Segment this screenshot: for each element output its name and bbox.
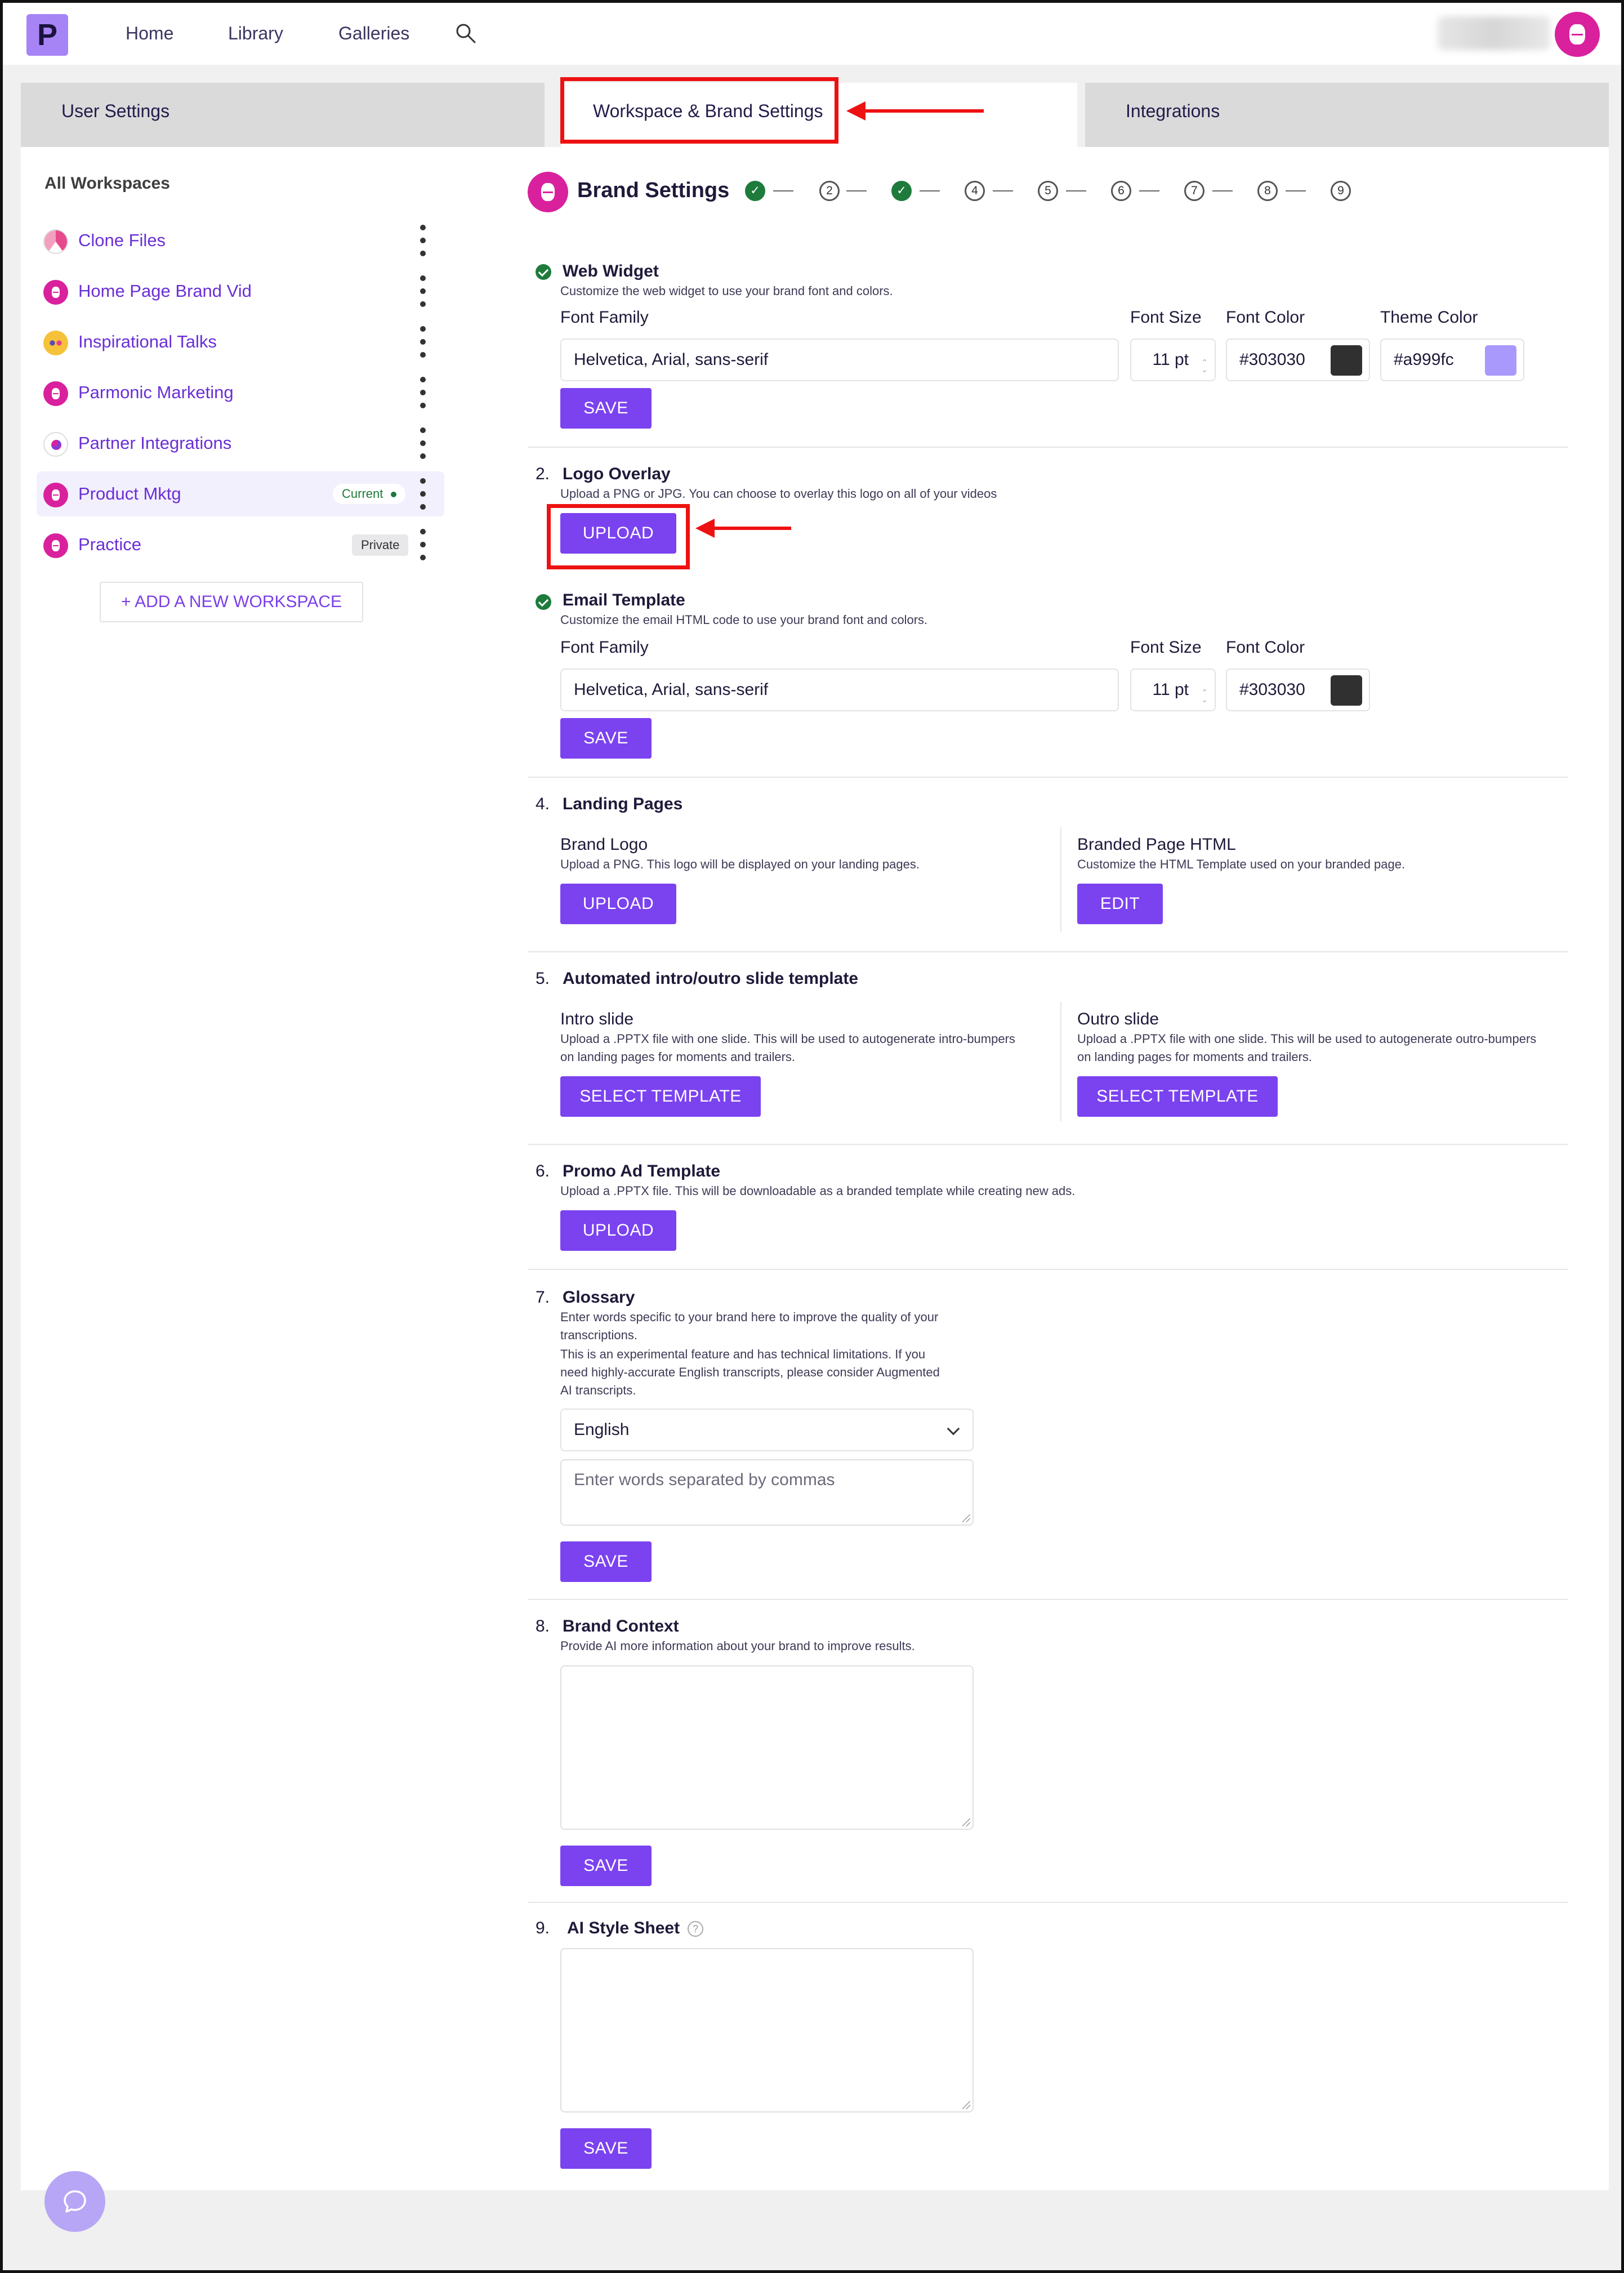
email-font-size-stepper[interactable]: 11 pt ⌃ ⌄ xyxy=(1130,668,1216,711)
annotation-arrow xyxy=(863,109,984,113)
section-divider xyxy=(528,951,1568,952)
ai-style-sheet-title: AI Style Sheet xyxy=(567,1919,680,1937)
logo-overlay-desc: Upload a PNG or JPG. You can choose to overlay this logo on all of your videos xyxy=(560,487,997,501)
section-number: 6. xyxy=(536,1162,550,1180)
glossary-title: Glossary xyxy=(563,1288,635,1307)
promo-ad-desc: Upload a .PPTX file. This will be downloadable as a branded template while creating new ads. xyxy=(560,1184,1076,1198)
more-options-icon[interactable] xyxy=(420,427,426,459)
workspace-label: Parmonic Marketing xyxy=(78,382,234,402)
logo-overlay-upload-button[interactable]: UPLOAD xyxy=(560,513,676,554)
step-connector xyxy=(846,190,867,191)
intro-slide-label: Intro slide xyxy=(560,1010,634,1028)
section-number: 2. xyxy=(536,465,550,483)
brand-avatar xyxy=(528,172,568,212)
current-badge: Current xyxy=(333,484,405,504)
workspace-label: Practice xyxy=(78,534,141,554)
step-connector xyxy=(993,190,1013,191)
intro-slide-desc: on landing pages for moments and trailers. xyxy=(560,1050,796,1064)
workspace-label: Product Mktg xyxy=(78,484,181,503)
user-name-blurred xyxy=(1438,16,1550,50)
promo-ad-upload-button[interactable]: UPLOAD xyxy=(560,1210,676,1251)
step-indicator[interactable]: 2 xyxy=(819,181,840,201)
step-indicator[interactable]: 7 xyxy=(1184,181,1204,201)
workspace-item[interactable] xyxy=(37,218,444,263)
step-connector xyxy=(1286,190,1306,191)
outro-slide-label: Outro slide xyxy=(1077,1010,1159,1028)
email-template-desc: Customize the email HTML code to use your brand font and colors. xyxy=(560,613,928,627)
ai-style-sheet-textarea[interactable] xyxy=(560,1948,974,2112)
brand-context-textarea[interactable] xyxy=(560,1665,974,1830)
logo-overlay-title: Logo Overlay xyxy=(563,465,671,483)
font-family-label: Font Family xyxy=(560,638,649,657)
web-widget-title: Web Widget xyxy=(563,262,659,280)
nav-galleries[interactable]: Galleries xyxy=(338,23,410,43)
stepper-arrows-icon[interactable]: ⌃ ⌄ xyxy=(1201,688,1208,704)
email-template-save-button[interactable]: SAVE xyxy=(560,718,652,759)
workspace-avatar xyxy=(43,331,68,355)
check-icon xyxy=(536,264,551,280)
stepper-arrows-icon[interactable]: ⌃ ⌄ xyxy=(1201,358,1208,374)
web-widget-desc: Customize the web widget to use your brand font and colors. xyxy=(560,284,893,298)
glossary-desc: This is an experimental feature and has technical limitations. If you xyxy=(560,1347,926,1361)
column-divider xyxy=(1060,827,1061,932)
step-connector xyxy=(920,190,940,191)
promo-ad-title: Promo Ad Template xyxy=(563,1162,721,1180)
check-icon xyxy=(536,594,551,610)
section-divider xyxy=(528,1144,1568,1145)
step-indicator[interactable]: 4 xyxy=(965,181,985,201)
section-divider xyxy=(528,777,1568,778)
glossary-desc: Enter words specific to your brand here to improve the quality of your xyxy=(560,1310,939,1324)
step-connector xyxy=(1066,190,1086,191)
section-divider xyxy=(528,447,1568,448)
brand-logo-label: Brand Logo xyxy=(560,835,648,854)
workspace-avatar xyxy=(43,483,68,507)
branded-page-html-desc: Customize the HTML Template used on your branded page. xyxy=(1077,857,1406,871)
outro-slide-desc: on landing pages for moments and trailers. xyxy=(1077,1050,1313,1064)
section-divider xyxy=(528,1902,1568,1903)
more-options-icon[interactable] xyxy=(420,326,426,358)
step-1-complete-icon[interactable]: ✓ xyxy=(745,181,765,201)
section-number: 4. xyxy=(536,795,550,813)
search-icon[interactable] xyxy=(454,22,477,44)
email-font-color-input[interactable]: #303030 xyxy=(1226,668,1370,711)
section-divider xyxy=(528,1599,1568,1600)
top-navigation xyxy=(3,3,1621,65)
glossary-desc: transcriptions. xyxy=(560,1328,637,1342)
workspace-item[interactable] xyxy=(37,522,444,567)
font-size-label: Font Size xyxy=(1130,638,1202,657)
intro-select-template-button[interactable]: SELECT TEMPLATE xyxy=(560,1076,761,1117)
settings-panel xyxy=(21,147,1609,2190)
step-connector xyxy=(773,190,793,191)
more-options-icon[interactable] xyxy=(420,275,426,307)
chat-bubble-icon xyxy=(61,2188,88,2215)
font-color-label: Font Color xyxy=(1226,638,1305,657)
font-color-label: Font Color xyxy=(1226,308,1305,327)
chevron-down-icon xyxy=(947,1423,960,1436)
tab-user-settings[interactable]: User Settings xyxy=(21,83,545,147)
glossary-desc: need highly-accurate English transcripts, please consider Augmented xyxy=(560,1365,940,1379)
annotation-arrow xyxy=(712,527,791,530)
chat-support-button[interactable] xyxy=(44,2171,105,2232)
outro-select-template-button[interactable]: SELECT TEMPLATE xyxy=(1077,1076,1278,1117)
user-avatar[interactable] xyxy=(1555,12,1600,57)
tab-integrations[interactable]: Integrations xyxy=(1085,83,1609,147)
brand-logo-upload-button[interactable]: UPLOAD xyxy=(560,884,676,924)
step-indicator[interactable]: 8 xyxy=(1257,181,1278,201)
workspace-item[interactable] xyxy=(37,269,444,314)
font-family-input[interactable]: Helvetica, Arial, sans-serif xyxy=(560,338,1119,381)
glossary-language-select[interactable]: English xyxy=(560,1409,974,1451)
outro-slide-desc: Upload a .PPTX file with one slide. This will be used to autogenerate outro-bumpers xyxy=(1077,1032,1537,1046)
workspace-label: Partner Integrations xyxy=(78,433,232,453)
theme-color-input[interactable]: #a999fc xyxy=(1380,338,1524,381)
font-color-swatch[interactable] xyxy=(1331,675,1362,706)
step-connector xyxy=(1212,190,1233,191)
app-logo[interactable]: P xyxy=(26,14,68,56)
font-color-swatch[interactable] xyxy=(1331,345,1362,376)
annotation-highlight-box xyxy=(560,77,838,144)
step-indicator[interactable]: 5 xyxy=(1038,181,1058,201)
step-3-complete-icon[interactable]: ✓ xyxy=(891,181,912,201)
section-number: 7. xyxy=(536,1288,550,1307)
more-options-icon[interactable] xyxy=(420,478,426,510)
workspace-avatar xyxy=(43,381,68,406)
theme-color-swatch[interactable] xyxy=(1485,345,1516,376)
section-divider xyxy=(528,1269,1568,1270)
branded-page-html-label: Branded Page HTML xyxy=(1077,835,1236,854)
workspace-label: Home Page Brand Vid xyxy=(78,281,252,301)
add-workspace-button[interactable]: + ADD A NEW WORKSPACE xyxy=(100,582,363,622)
help-icon[interactable]: ? xyxy=(688,1921,703,1937)
theme-color-label: Theme Color xyxy=(1380,308,1478,327)
glossary-save-button[interactable]: SAVE xyxy=(560,1541,652,1582)
nav-home[interactable]: Home xyxy=(126,23,174,43)
brand-context-title: Brand Context xyxy=(563,1617,679,1635)
intro-outro-title: Automated intro/outro slide template xyxy=(563,969,859,988)
brand-settings-title: Brand Settings xyxy=(577,179,730,202)
intro-slide-desc: Upload a .PPTX file with one slide. This will be used to autogenerate intro-bumpers xyxy=(560,1032,1015,1046)
brand-logo-desc: Upload a PNG. This logo will be displayed on your landing pages. xyxy=(560,857,920,871)
ai-style-sheet-save-button[interactable]: SAVE xyxy=(560,2128,652,2169)
brand-context-desc: Provide AI more information about your brand to improve results. xyxy=(560,1639,915,1653)
workspace-avatar xyxy=(43,229,68,254)
font-size-stepper[interactable]: 11 pt ⌃ ⌄ xyxy=(1130,338,1216,381)
nav-library[interactable]: Library xyxy=(228,23,283,43)
workspace-item-current[interactable] xyxy=(37,471,444,516)
font-family-label: Font Family xyxy=(560,308,649,327)
step-connector xyxy=(1139,190,1159,191)
workspace-item[interactable] xyxy=(37,421,444,466)
workspace-label: Inspirational Talks xyxy=(78,332,217,351)
font-color-input[interactable]: #303030 xyxy=(1226,338,1370,381)
private-badge: Private xyxy=(352,534,408,556)
more-options-icon[interactable] xyxy=(420,529,426,560)
tab-workspace-brand-settings[interactable]: Workspace & Brand Settings xyxy=(561,83,1077,147)
landing-pages-title: Landing Pages xyxy=(563,795,683,813)
email-font-family-input[interactable]: Helvetica, Arial, sans-serif xyxy=(560,668,1119,711)
web-widget-save-button[interactable]: SAVE xyxy=(560,388,652,429)
workspace-avatar xyxy=(43,432,68,457)
annotation-highlight-box xyxy=(547,504,690,569)
section-number: 8. xyxy=(536,1617,550,1635)
glossary-words-textarea[interactable]: Enter words separated by commas xyxy=(560,1459,974,1526)
email-template-title: Email Template xyxy=(563,591,685,609)
sidebar-title: All Workspaces xyxy=(44,174,170,193)
column-divider xyxy=(1060,1002,1061,1121)
workspace-item[interactable] xyxy=(37,319,444,364)
glossary-desc: AI transcripts. xyxy=(560,1383,636,1397)
section-number: 5. xyxy=(536,969,550,988)
brand-context-save-button[interactable]: SAVE xyxy=(560,1846,652,1886)
section-number: 9. xyxy=(536,1919,550,1937)
workspace-label: Clone Files xyxy=(78,230,166,250)
font-size-label: Font Size xyxy=(1130,308,1202,327)
workspace-avatar xyxy=(43,533,68,558)
workspace-avatar xyxy=(43,280,68,305)
workspace-item[interactable] xyxy=(37,370,444,415)
more-options-icon[interactable] xyxy=(420,225,426,256)
step-indicator[interactable]: 9 xyxy=(1331,181,1351,201)
branded-page-html-edit-button[interactable]: EDIT xyxy=(1077,884,1163,924)
step-indicator[interactable]: 6 xyxy=(1111,181,1131,201)
more-options-icon[interactable] xyxy=(420,377,426,408)
